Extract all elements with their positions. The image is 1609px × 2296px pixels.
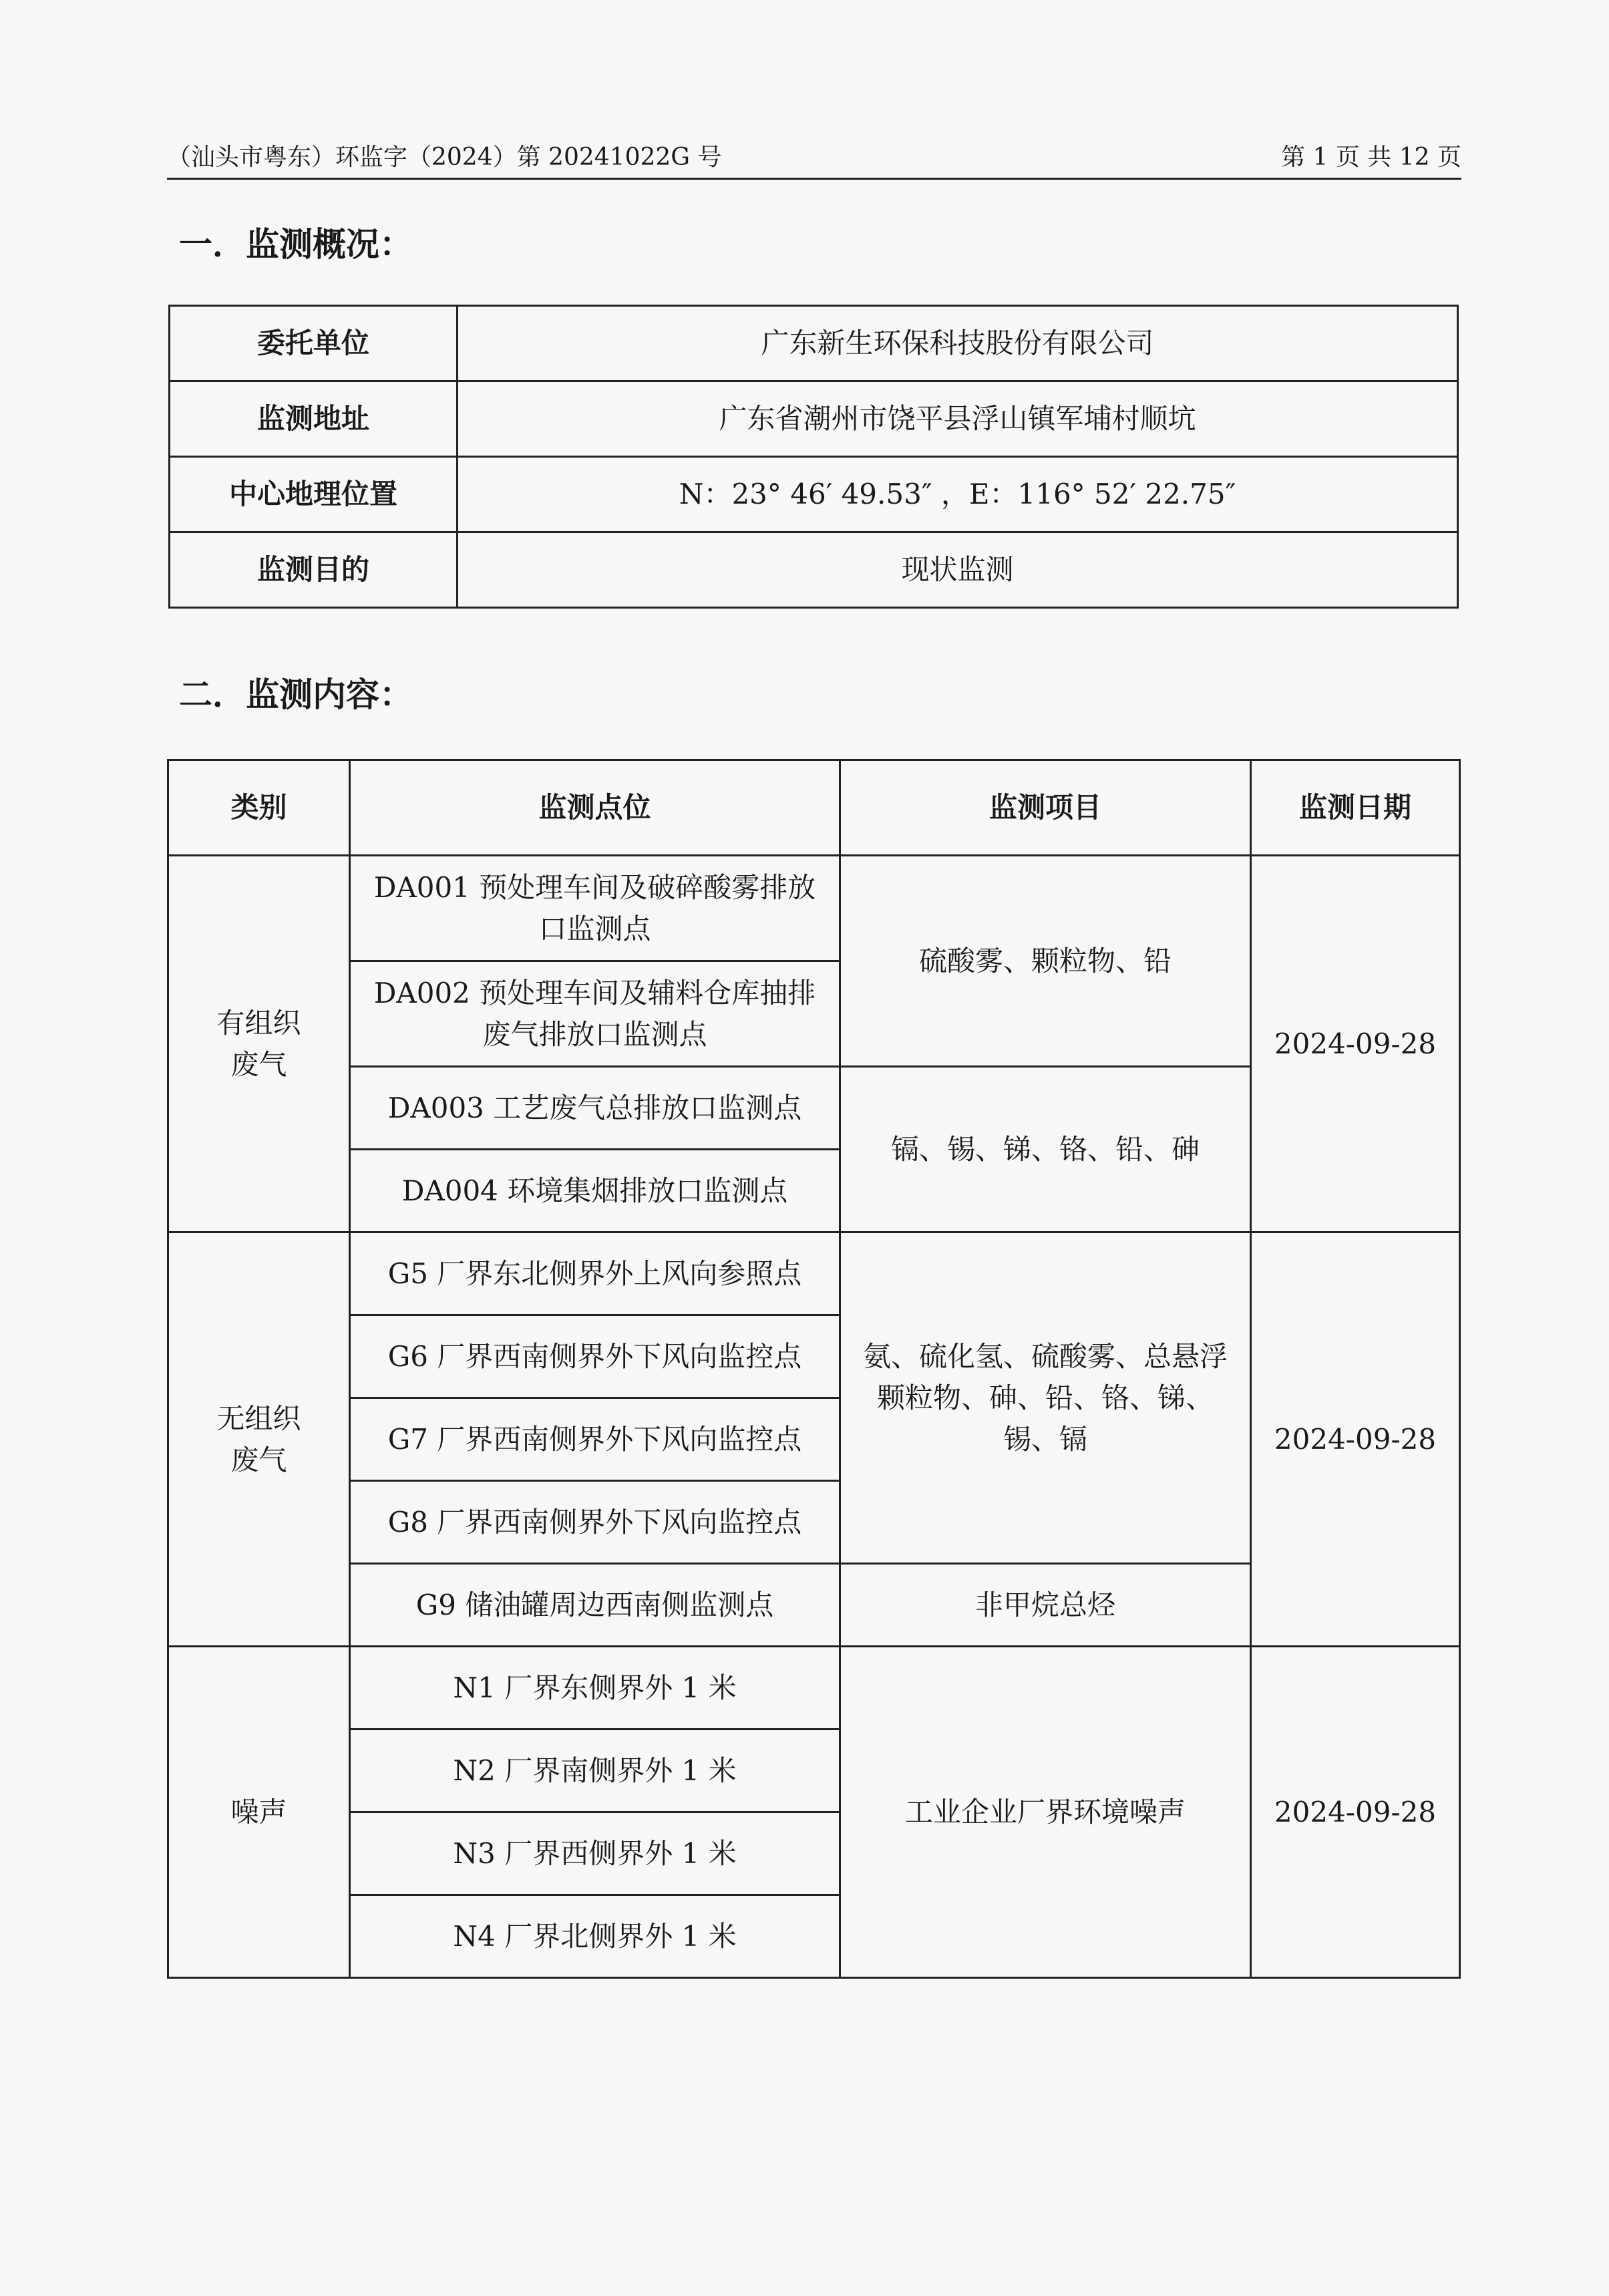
- point-cell: G7 厂界西南侧界外下风向监控点: [350, 1398, 840, 1481]
- point-cell: G8 厂界西南侧界外下风向监控点: [350, 1481, 840, 1564]
- point-cell: G5 厂界东北侧界外上风向参照点: [350, 1233, 840, 1315]
- item-cell: 硫酸雾、颗粒物、铅: [840, 856, 1251, 1067]
- table-row: [170, 532, 1458, 608]
- point-cell: DA002 预处理车间及辅料仓库抽排废气排放口监测点: [350, 961, 840, 1067]
- point-cell: DA001 预处理车间及破碎酸雾排放口监测点: [350, 856, 840, 961]
- category-cell: 无组织 废气: [168, 1233, 350, 1647]
- page-header: [167, 138, 1461, 180]
- table-row: [168, 1647, 1460, 1730]
- header-item: 监测项目: [840, 760, 1251, 856]
- point-cell: N4 厂界北侧界外 1 米: [350, 1895, 840, 1978]
- overview-label: 监测地址: [170, 381, 458, 457]
- section-title-overview: 一．监测概况：: [179, 225, 413, 264]
- overview-table: [168, 305, 1459, 609]
- header-date: 监测日期: [1251, 760, 1460, 856]
- monitoring-content-table: [167, 759, 1461, 1979]
- item-cell: 氨、硫化氢、硫酸雾、总悬浮颗粒物、砷、铅、铬、锑、锡、镉: [840, 1233, 1251, 1564]
- overview-label: 中心地理位置: [170, 457, 458, 532]
- point-cell: DA004 环境集烟排放口监测点: [350, 1150, 840, 1233]
- overview-value: 广东省潮州市饶平县浮山镇军埔村顺坑: [458, 381, 1458, 457]
- table-row: [170, 306, 1458, 381]
- table-row: [170, 457, 1458, 532]
- section-title-content: 二．监测内容：: [179, 675, 413, 714]
- point-cell: DA003 工艺废气总排放口监测点: [350, 1067, 840, 1150]
- point-cell: N2 厂界南侧界外 1 米: [350, 1730, 840, 1812]
- category-cell: 有组织 废气: [168, 856, 350, 1233]
- item-cell: 镉、锡、锑、铬、铅、砷: [840, 1067, 1251, 1233]
- date-cell: 2024-09-28: [1251, 1647, 1460, 1978]
- overview-value: N：23° 46′ 49.53″ ，E：116° 52′ 22.75″: [458, 457, 1458, 532]
- overview-value: 广东新生环保科技股份有限公司: [458, 306, 1458, 381]
- date-cell: 2024-09-28: [1251, 1233, 1460, 1647]
- point-cell: N1 厂界东侧界外 1 米: [350, 1647, 840, 1730]
- table-row: [168, 856, 1460, 961]
- point-cell: G9 储油罐周边西南侧监测点: [350, 1564, 840, 1647]
- document-number: （汕头市粤东）环监字（2024）第 20241022G 号: [167, 144, 722, 171]
- table-header-row: [168, 760, 1460, 856]
- overview-label: 委托单位: [170, 306, 458, 381]
- overview-label: 监测目的: [170, 532, 458, 608]
- header-point: 监测点位: [350, 760, 840, 856]
- point-cell: N3 厂界西侧界外 1 米: [350, 1812, 840, 1895]
- table-row: [170, 381, 1458, 457]
- point-cell: G6 厂界西南侧界外下风向监控点: [350, 1315, 840, 1398]
- item-cell: 工业企业厂界环境噪声: [840, 1647, 1251, 1978]
- page-info: 第 1 页 共 12 页: [1281, 144, 1461, 171]
- date-cell: 2024-09-28: [1251, 856, 1460, 1233]
- header-category: 类别: [168, 760, 350, 856]
- overview-value: 现状监测: [458, 532, 1458, 608]
- table-row: [168, 1233, 1460, 1315]
- item-cell: 非甲烷总烃: [840, 1564, 1251, 1647]
- category-cell: 噪声: [168, 1647, 350, 1978]
